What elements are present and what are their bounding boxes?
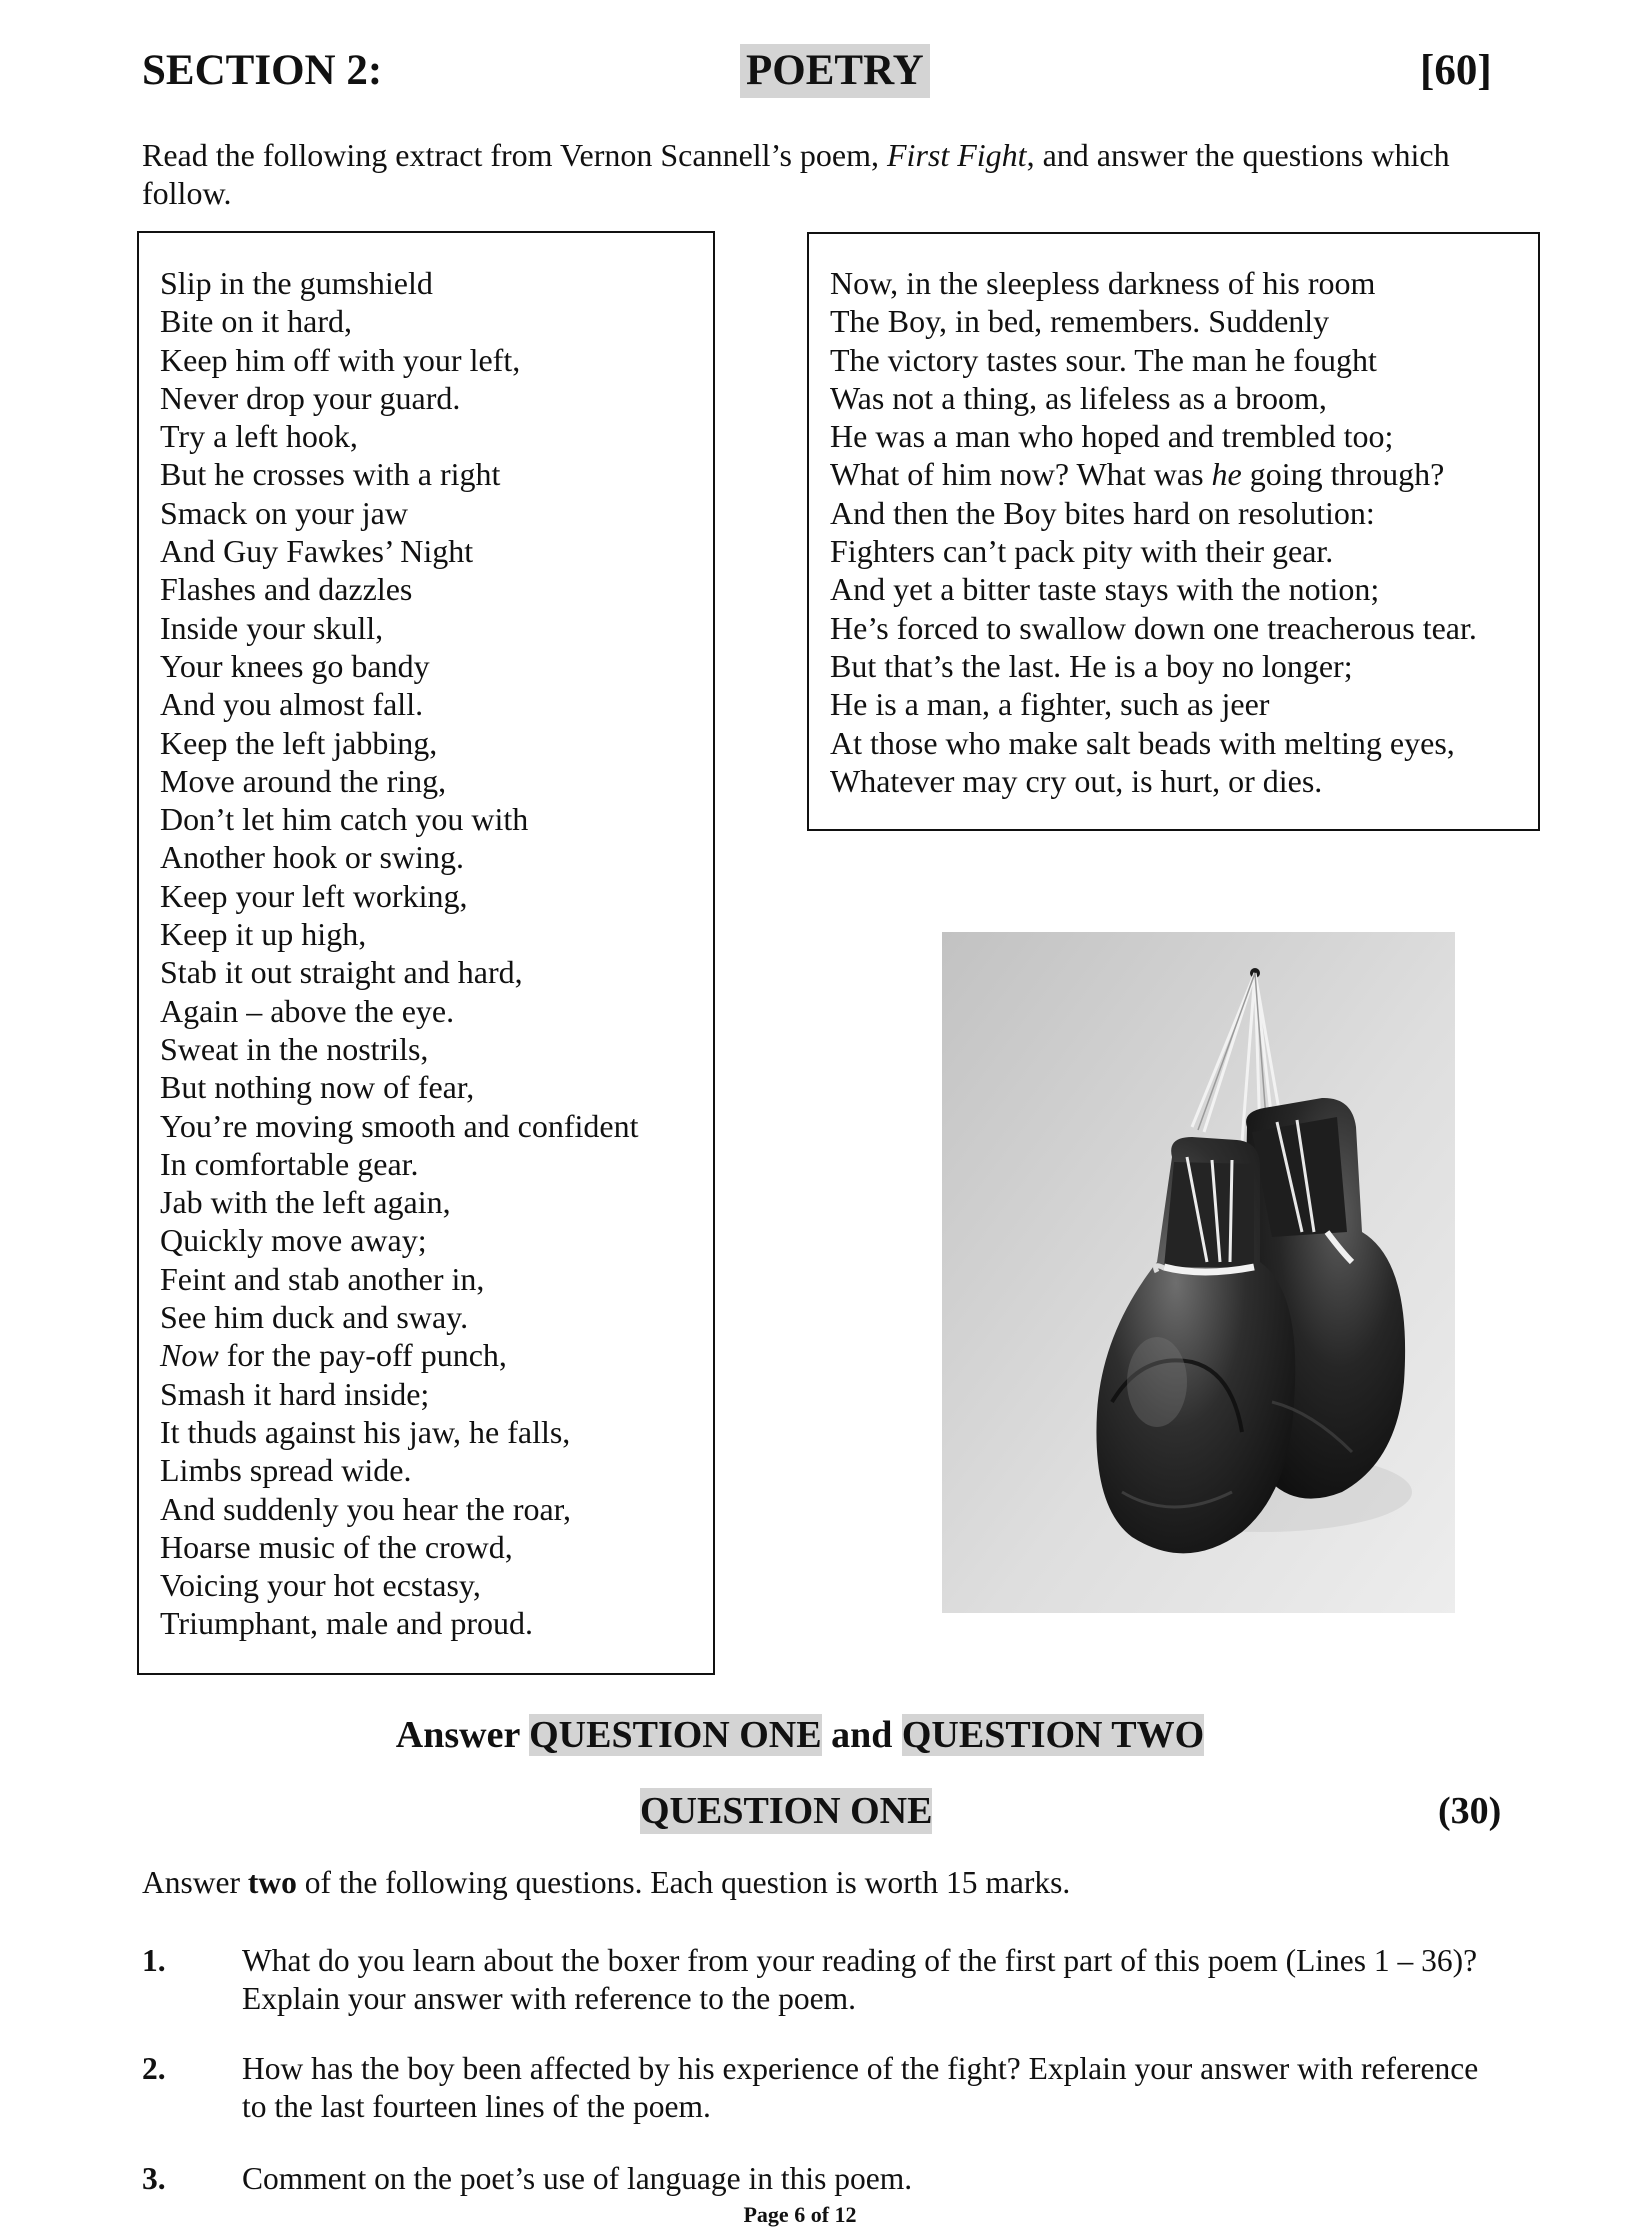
poem-italic-he: he [1211, 456, 1242, 493]
poem-line: But that’s the last. He is a boy no longer; [830, 647, 1353, 684]
poem-line: The Boy, in bed, remembers. Suddenly [830, 303, 1330, 340]
poem-line: Stab it out straight and hard, [160, 954, 523, 991]
poem-line: Don’t let him catch you with [160, 801, 529, 838]
poem-line: Your knees go bandy [160, 647, 430, 684]
intro-before: Read the following extract from Vernon Scannell’s poem, [142, 137, 887, 173]
poem-line: Flashes and dazzles [160, 571, 413, 608]
question-text: How has the boy been affected by his experience of the fight? Explain your answer with reference to the last fourteen lines of the poem. [242, 2051, 1479, 2124]
poem-line: Sweat in the nostrils, [160, 1030, 429, 1067]
poem-line: Slip in the gumshield [160, 265, 433, 301]
page-number: Page 6 of 12 [743, 2202, 857, 2227]
poem-line: Whatever may cry out, is hurt, or dies. [830, 762, 1323, 799]
poem-line: And Guy Fawkes’ Night [160, 533, 474, 570]
poem-line: Jab with the left again, [160, 1184, 451, 1221]
answer-instruction [0, 1712, 1600, 1758]
intro-text [142, 136, 1492, 212]
poem-line: You’re moving smooth and confident [160, 1107, 639, 1144]
poem-line: Keep him off with your left, [160, 341, 521, 378]
instr-bold: two [247, 1865, 297, 1900]
poem-line: At those who make salt beads with melting eyes, [830, 724, 1455, 761]
poem-line: Keep the left jabbing, [160, 724, 438, 761]
poem-line: Hoarse music of the crowd, [160, 1528, 513, 1565]
poem-line: Bite on it hard, [160, 303, 352, 340]
question-text: Comment on the poet’s use of language in this poem. [242, 2161, 913, 2196]
poem-line: Never drop your guard. [160, 379, 461, 416]
poem-line: And yet a bitter taste stays with the notion; [830, 571, 1380, 608]
poem-line: Fighters can’t pack pity with their gear. [830, 533, 1334, 570]
question-text: What do you learn about the boxer from your reading of the first part of this poem (Lines 1 – 36)? Explain your answer with reference to the poem. [242, 1943, 1478, 2016]
poem-line: He’s forced to swallow down one treacherous tear. [830, 609, 1477, 646]
poem-line: But nothing now of fear, [160, 1069, 475, 1106]
question-one-title: QUESTION ONE [640, 1790, 933, 1832]
and-label: and [831, 1714, 893, 1756]
poem-line: He is a man, a fighter, such as jeer [830, 686, 1270, 723]
poem-line [160, 1336, 638, 1374]
poem-line: Smack on your jaw [160, 494, 408, 531]
poem-left-lines [160, 264, 638, 1643]
poem-title: First Fight [887, 137, 1027, 173]
boxing-gloves-image [942, 932, 1455, 1613]
poem-line: It thuds against his jaw, he falls, [160, 1413, 571, 1450]
poem-line: And you almost fall. [160, 686, 424, 723]
boxing-gloves-photo [942, 932, 1455, 1613]
poem-line: Quickly move away; [160, 1222, 427, 1259]
question-one-marks: (30) [1438, 1790, 1502, 1832]
instr-before: Answer [142, 1865, 248, 1900]
question-item [142, 2160, 1592, 2200]
intro-after: , and answer the questions which follow. [142, 137, 1450, 211]
question-one-instruction [142, 1864, 1070, 1902]
question-item [142, 1942, 1592, 2022]
poem-box-left [137, 231, 715, 1675]
poem-line: Keep your left working, [160, 877, 468, 914]
poem-line: Was not a thing, as lifeless as a broom, [830, 379, 1327, 416]
poem-line: Feint and stab another in, [160, 1260, 485, 1297]
question-item [142, 2050, 1592, 2130]
poem-line: But he crosses with a right [160, 456, 501, 493]
poem-line: And suddenly you hear the roar, [160, 1490, 572, 1527]
poem-line: Triumphant, male and proud. [160, 1605, 533, 1642]
poem-line: Another hook or swing. [160, 839, 464, 876]
poem-line [830, 455, 1477, 493]
poem-line: Keep it up high, [160, 916, 367, 953]
poem-line: In comfortable gear. [160, 1145, 419, 1182]
poem-line: Try a left hook, [160, 418, 358, 455]
section-label: SECTION 2: [142, 47, 383, 94]
poem-line: Limbs spread wide. [160, 1452, 412, 1489]
poem-line-before: What of him now? What was [830, 456, 1212, 493]
poem-line: The victory tastes sour. The man he fought [830, 341, 1377, 378]
poem-line-after: going through? [1241, 456, 1445, 493]
poem-line: And then the Boy bites hard on resolution: [830, 494, 1375, 531]
poem-right-lines [830, 264, 1477, 800]
poem-line: He was a man who hoped and trembled too; [830, 418, 1394, 455]
instr-after: of the following questions. Each question is worth 15 marks. [296, 1865, 1071, 1900]
question-two-ref: QUESTION TWO [901, 1714, 1205, 1756]
poem-line: Now, in the sleepless darkness of his room [830, 265, 1376, 301]
poem-line: Move around the ring, [160, 762, 447, 799]
question-number: 2. [142, 2051, 166, 2086]
question-one-ref: QUESTION ONE [529, 1714, 822, 1756]
section-marks: [60] [1420, 47, 1492, 94]
poem-line-rest: for the pay-off punch, [218, 1337, 507, 1374]
section-title: POETRY [740, 44, 930, 98]
poem-line: Voicing your hot ecstasy, [160, 1567, 481, 1604]
question-number: 1. [142, 1943, 166, 1978]
poem-line: Inside your skull, [160, 609, 384, 646]
answer-label: Answer [395, 1714, 520, 1756]
poem-line: Again – above the eye. [160, 992, 455, 1029]
question-number: 3. [142, 2161, 166, 2196]
poem-box-right [807, 232, 1540, 831]
poem-line: See him duck and sway. [160, 1299, 469, 1336]
poem-line: Smash it hard inside; [160, 1375, 430, 1412]
poem-italic-now: Now [160, 1337, 219, 1374]
